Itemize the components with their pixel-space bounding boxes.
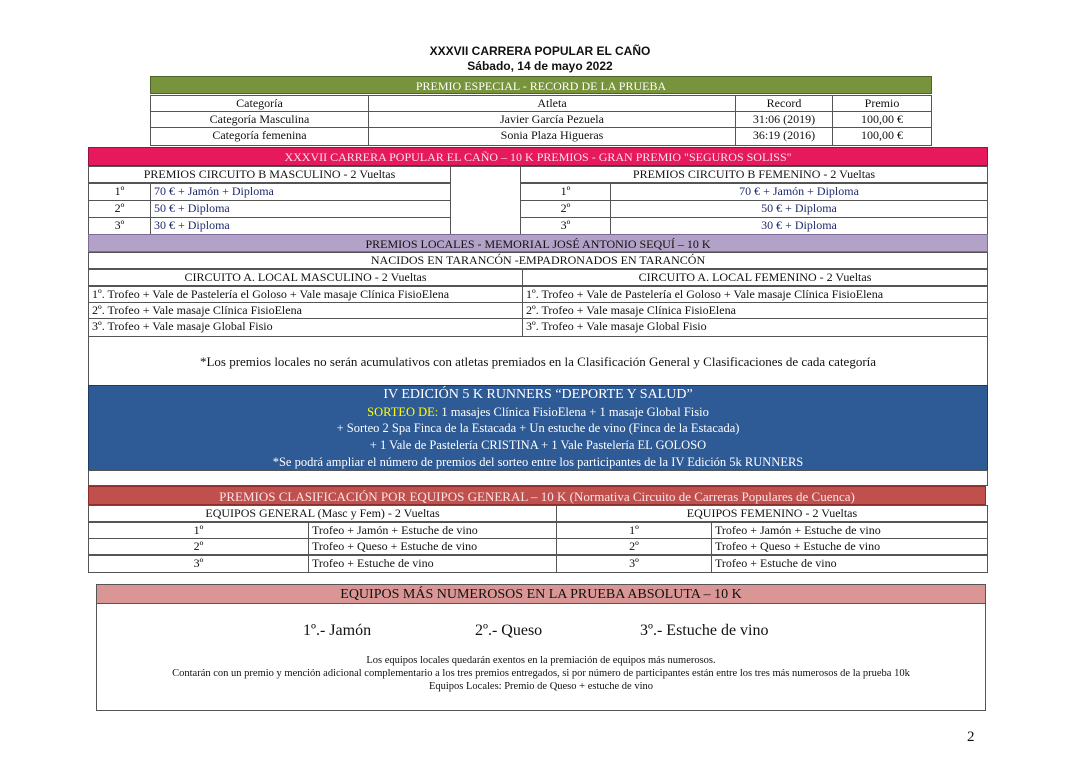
numerosos-note-2: Contarán con un premio y mención adicional complementario a los tres premios entregados, si por número de participantes están entre los tres más numerosos de la prueba 10k bbox=[172, 668, 910, 679]
record-row-prize: 100,00 € bbox=[832, 127, 932, 146]
sorteo-label: SORTEO DE: bbox=[367, 405, 439, 419]
circuito-b-fem-position: 3º bbox=[520, 217, 611, 235]
numerosos-note-1: Los equipos locales quedarán exentos en la premiación de equipos más numerosos. bbox=[366, 655, 716, 666]
equipos-fem-position: 3º bbox=[556, 555, 712, 573]
equipos-fem-prize: Trofeo + Estuche de vino bbox=[711, 555, 988, 573]
circuito-b-masc-prize: 30 € + Diploma bbox=[150, 217, 451, 235]
circuito-b-fem-prize: 50 € + Diploma bbox=[610, 200, 988, 218]
numerosos-prize-3: 3º.- Estuche de vino bbox=[640, 622, 769, 639]
record-row-category: Categoría femenina bbox=[150, 127, 369, 146]
page-date: Sábado, 14 de mayo 2022 bbox=[467, 59, 613, 73]
equipos-fem-position: 1º bbox=[556, 522, 712, 539]
locales-banner: PREMIOS LOCALES - MEMORIAL JOSÉ ANTONIO SEQUÍ – 10 K bbox=[88, 234, 988, 252]
circuito-b-masc-position: 3º bbox=[88, 217, 151, 235]
record-row-category: Categoría Masculina bbox=[150, 111, 369, 128]
record-col-record: Record bbox=[735, 95, 833, 112]
equipos-gen-position: 2º bbox=[88, 538, 309, 555]
equipos-gen-title: EQUIPOS GENERAL (Masc y Fem) - 2 Vueltas bbox=[88, 505, 557, 522]
circuito-b-masc-prize: 50 € + Diploma bbox=[150, 200, 451, 218]
runners-5k-line4: *Se podrá ampliar el número de premios del sorteo entre los participantes de la IV Edición 5k RUNNERS bbox=[272, 455, 804, 469]
circuito-b-masc-position: 1º bbox=[88, 183, 151, 201]
record-row-time: 31:06 (2019) bbox=[735, 111, 833, 128]
circuito-b-fem-prize: 70 € + Jamón + Diploma bbox=[610, 183, 988, 201]
locales-masc-title: CIRCUITO A. LOCAL MASCULINO - 2 Vueltas bbox=[88, 269, 523, 286]
numerosos-prize-2: 2º.- Queso bbox=[475, 622, 543, 639]
record-row-time: 36:19 (2016) bbox=[735, 127, 833, 146]
locales-fem-prize: 3º. Trofeo + Vale masaje Global Fisio bbox=[522, 318, 988, 337]
record-col-categoria: Categoría bbox=[150, 95, 369, 112]
locales-fem-title: CIRCUITO A. LOCAL FEMENINO - 2 Vueltas bbox=[522, 269, 988, 286]
circuito-b-gap bbox=[450, 166, 521, 235]
record-banner: PREMIO ESPECIAL - RECORD DE LA PRUEBA bbox=[150, 76, 932, 94]
numerosos-banner: EQUIPOS MÁS NUMEROSOS EN LA PRUEBA ABSOLUTA – 10 K bbox=[96, 584, 986, 604]
equipos-fem-prize: Trofeo + Jamón + Estuche de vino bbox=[711, 522, 988, 539]
record-row-athlete: Sonia Plaza Higueras bbox=[368, 127, 736, 146]
numerosos-prize-1: 1º.- Jamón bbox=[303, 622, 372, 639]
runners-5k-line3: + 1 Vale de Pastelería CRISTINA + 1 Vale Pastelería EL GOLOSO bbox=[369, 438, 707, 452]
numerosos-note-3: Equipos Locales: Premio de Queso + estuche de vino bbox=[428, 681, 654, 692]
page-title: XXXVII CARRERA POPULAR EL CAÑO bbox=[429, 44, 651, 58]
equipos-gen-prize: Trofeo + Queso + Estuche de vino bbox=[308, 538, 557, 555]
circuito-b-banner: XXXVII CARRERA POPULAR EL CAÑO – 10 K PREMIOS - GRAN PREMIO "SEGUROS SOLISS" bbox=[88, 147, 988, 166]
circuito-b-masc-position: 2º bbox=[88, 200, 151, 218]
record-row-prize: 100,00 € bbox=[832, 111, 932, 128]
equipos-gen-prize: Trofeo + Estuche de vino bbox=[308, 555, 557, 573]
page-number: 2 bbox=[967, 729, 975, 745]
circuito-b-fem-title: PREMIOS CIRCUITO B FEMENINO - 2 Vueltas bbox=[520, 166, 988, 183]
locales-subtitle: NACIDOS EN TARANCÓN -EMPADRONADOS EN TARANCÓN bbox=[88, 252, 988, 269]
runners-5k-spacer bbox=[88, 470, 988, 486]
equipos-banner: PREMIOS CLASIFICACIÓN POR EQUIPOS GENERAL – 10 K (Normativa Circuito de Carreras Populares de Cuenca) bbox=[88, 486, 986, 505]
locales-masc-prize: 2º. Trofeo + Vale masaje Clínica FisioElena bbox=[88, 302, 523, 319]
sorteo-line1-text: 1 masajes Clínica FisioElena + 1 masaje Global Fisio bbox=[438, 405, 709, 419]
circuito-b-masc-prize: 70 € + Jamón + Diploma bbox=[150, 183, 451, 201]
locales-note: *Los premios locales no serán acumulativos con atletas premiados en la Clasificación General y Clasificaciones de cada categoría bbox=[88, 336, 988, 386]
runners-5k-banner: IV EDICIÓN 5 K RUNNERS “DEPORTE Y SALUD” bbox=[383, 387, 693, 402]
record-col-atleta: Atleta bbox=[368, 95, 736, 112]
circuito-b-fem-position: 1º bbox=[520, 183, 611, 201]
record-row-athlete: Javier García Pezuela bbox=[368, 111, 736, 128]
runners-5k-line1 bbox=[88, 404, 988, 420]
equipos-gen-position: 1º bbox=[88, 522, 309, 539]
equipos-fem-title: EQUIPOS FEMENINO - 2 Vueltas bbox=[556, 505, 988, 522]
runners-5k-line2: + Sorteo 2 Spa Finca de la Estacada + Un estuche de vino (Finca de la Estacada) bbox=[336, 421, 740, 435]
equipos-fem-prize: Trofeo + Queso + Estuche de vino bbox=[711, 538, 988, 555]
locales-fem-prize: 1º. Trofeo + Vale de Pastelería el Goloso + Vale masaje Clínica FisioElena bbox=[522, 286, 988, 303]
record-col-premio: Premio bbox=[832, 95, 932, 112]
circuito-b-fem-prize: 30 € + Diploma bbox=[610, 217, 988, 235]
equipos-fem-position: 2º bbox=[556, 538, 712, 555]
locales-masc-prize: 3º. Trofeo + Vale masaje Global Fisio bbox=[88, 318, 523, 337]
circuito-b-fem-position: 2º bbox=[520, 200, 611, 218]
equipos-gen-position: 3º bbox=[88, 555, 309, 573]
locales-fem-prize: 2º. Trofeo + Vale masaje Clínica FisioElena bbox=[522, 302, 988, 319]
locales-masc-prize: 1º. Trofeo + Vale de Pastelería el Goloso + Vale masaje Clínica FisioElena bbox=[88, 286, 523, 303]
circuito-b-masc-title: PREMIOS CIRCUITO B MASCULINO - 2 Vueltas bbox=[88, 166, 451, 183]
equipos-gen-prize: Trofeo + Jamón + Estuche de vino bbox=[308, 522, 557, 539]
